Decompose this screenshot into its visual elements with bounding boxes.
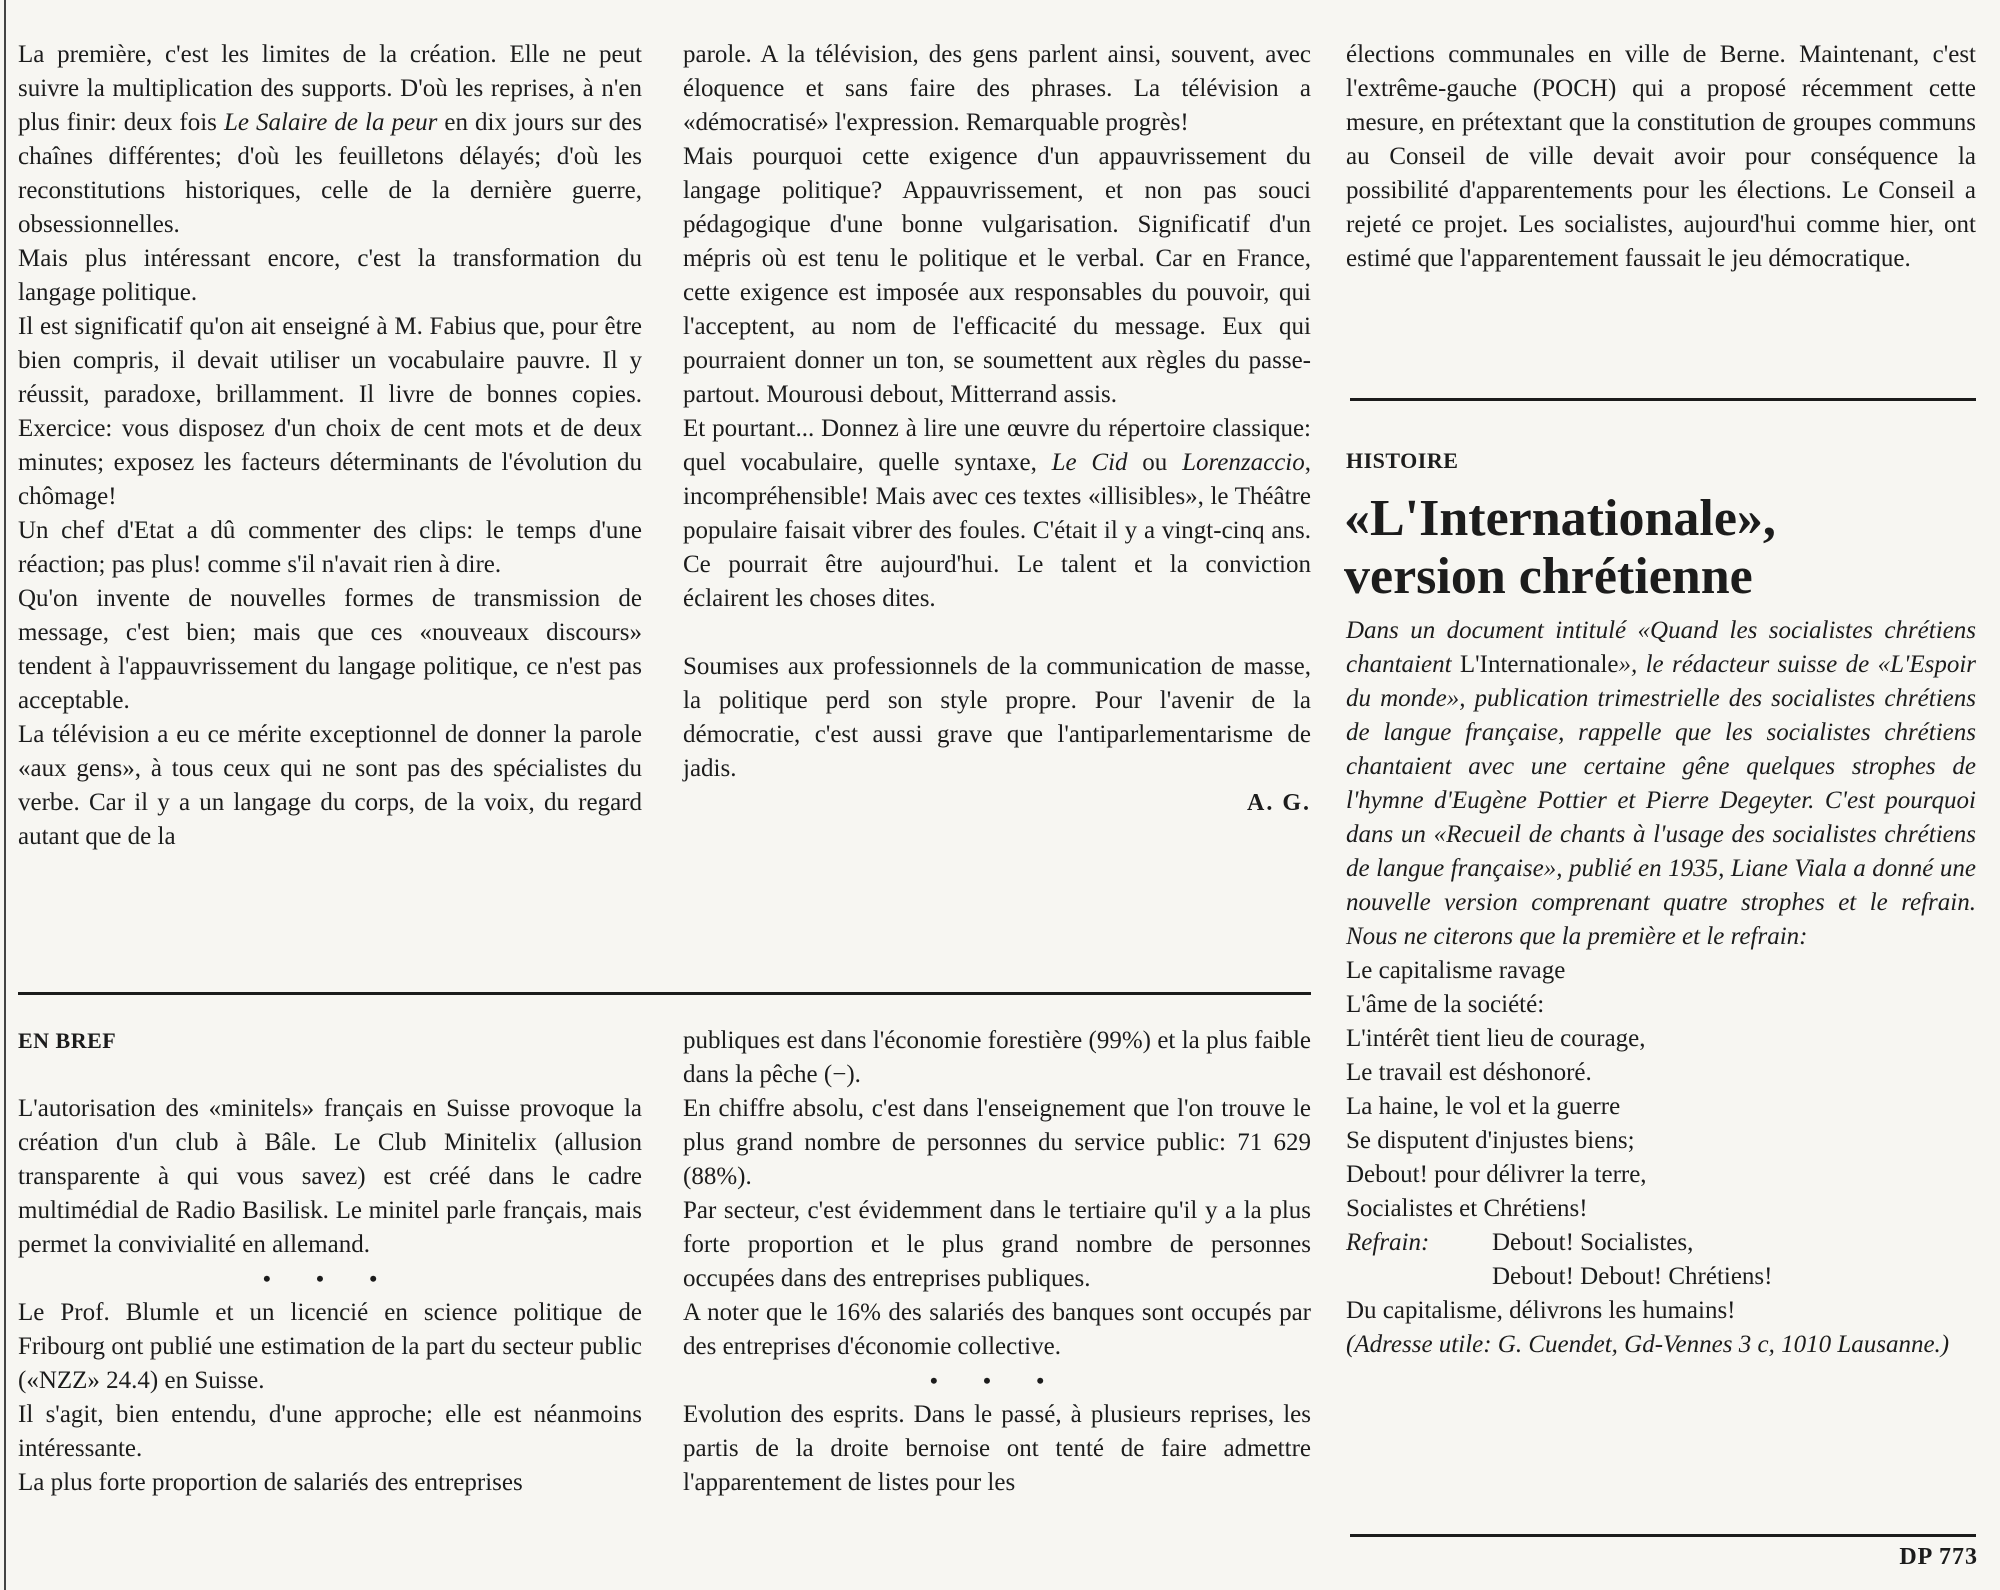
refrain-line-2: Debout! Debout! Chrétiens! (1492, 1263, 1773, 1290)
col2-paragraph-1: parole. A la télévision, des gens parlent ainsi, souvent, avec éloquence et sans faire des phrases. La télévision a «démocratisé» l'expression. Remarquable progrès! (683, 41, 1311, 136)
verse-line: L'intérêt tient lieu de courage, (1346, 1025, 1646, 1052)
verse-line: Le capitalisme ravage (1346, 957, 1566, 984)
refrain-line-1: Debout! Socialistes, (1492, 1229, 1694, 1256)
en-bref-col2-paragraph-3: Par secteur, c'est évidemment dans le tertiaire qu'il y a la plus forte proportion et le plus grand nombre de personnes occupées dans des entreprises publiques. (683, 1197, 1311, 1292)
column-2 (683, 38, 1311, 820)
verse-line: Socialistes et Chrétiens! (1346, 1195, 1588, 1222)
col1-paragraph-4: Un chef d'Etat a dû commenter des clips: le temps d'une réaction; pas plus! comme s'il n'avait rien à dire. (18, 517, 642, 578)
page-number: DP 773 (1899, 1544, 1978, 1570)
histoire-bottom-divider (1350, 1534, 1976, 1537)
histoire-intro: Dans un document intitulé «Quand les socialistes chrétiens chantaient L'Internationale», le rédacteur suisse de «L'Espoir du monde», publication trimestrielle des socialistes chrétiens de langue française, rappelle que les socialistes chrétiens chantaient avec une certaine gêne quelques strophes de l'hymne d'Eugène Pottier et Pierre Degeyter. C'est pourquoi dans un «Recueil de chants à l'usage des socialistes chrétiens de langue française», publié en 1935, Liane Viala a donné une nouvelle version comprenant quatre strophes et le refrain. Nous ne citerons que la première et le refrain: (1346, 617, 1976, 950)
refrain (1346, 1226, 1976, 1260)
verse-line: L'âme de la société: (1346, 991, 1545, 1018)
verse-line: La haine, le vol et la guerre (1346, 1093, 1621, 1120)
col3-paragraph-1: élections communales en ville de Berne. Maintenant, c'est l'extrême-gauche (POCH) qui a proposé récemment cette mesure, en prétextant que la constitution de groupes communs au Conseil de ville devait avoir pour conséquence la possibilité d'apparentements pour les élections. Le Conseil a rejeté ce projet. Les socialistes, aujourd'hui comme hier, ont estimé que l'apparentement faussait le jeu démocratique. (1346, 41, 1976, 272)
col1-paragraph-1: La première, c'est les limites de la création. Elle ne peut suivre la multiplication des supports. D'où les reprises, à n'en plus finir: deux fois Le Salaire de la peur en dix jours sur des chaînes différentes; d'où les feuilletons délayés; d'où les reconstitutions historiques, celle de la dernière guerre, obsessionnelles. (18, 41, 643, 238)
histoire-headline (1344, 490, 1984, 606)
en-bref-column-1 (18, 1024, 642, 1500)
headline-line-2: version chrétienne (1344, 548, 1753, 605)
col1-paragraph-5: Qu'on invente de nouvelles formes de transmission de message, c'est bien; mais que ces «nouveaux discours» tendent à l'appauvrissement du langage politique, ce n'est pas acceptable. (18, 585, 642, 714)
headline-line-1: «L'Internationale», (1344, 490, 1776, 547)
column-3-top (1346, 38, 1976, 276)
en-bref-paragraph-4: La plus forte proportion de salariés des entreprises (18, 1469, 523, 1496)
refrain-label: Refrain: (1346, 1229, 1430, 1256)
col1-paragraph-3: Il est significatif qu'on ait enseigné à M. Fabius que, pour être bien compris, il devait utiliser un vocabulaire pauvre. Il y réussit, paradoxe, brillamment. Il livre de bonnes copies. Exercice: vous disposez d'un choix de cent mots et de deux minutes; exposez les facteurs déterminants de l'évolution du chômage! (18, 313, 642, 510)
col2-paragraph-3: Et pourtant... Donnez à lire une œuvre du répertoire classique: quel vocabulaire, quelle syntaxe, Le Cid ou Lorenzaccio, incompréhensible! Mais avec ces textes «illisibles», le Théâtre populaire faisait vibrer des foules. C'était il y a vingt-cinq ans. Ce pourrait être aujourd'hui. Le talent et la conviction éclairent les choses dites. (683, 415, 1311, 612)
col1-paragraph-2: Mais plus intéressant encore, c'est la transformation du langage politique. (18, 245, 642, 306)
en-bref-paragraph-2: Le Prof. Blumle et un licencié en science politique de Fribourg ont publié une estimation de la part du secteur public («NZZ» 24.4) en Suisse. (18, 1299, 642, 1394)
en-bref-col2-paragraph-4: A noter que le 16% des salariés des banques sont occupés par des entreprises d'économie collective. (683, 1299, 1311, 1360)
histoire-section-label: HISTOIRE (1346, 448, 1459, 473)
col2-paragraph-2: Mais pourquoi cette exigence d'un appauvrissement du langage politique? Appauvrissement, et non pas souci pédagogique d'une bonne vulgarisation. Significatif d'un mépris où est tenu le politique et le verbal. Car en France, cette exigence est imposée aux responsables du pouvoir, qui l'acceptent, au nom de l'efficacité du message. Eux qui pourraient donner un ton, se soumettent aux règles du passe-partout. Mourousi debout, Mitterrand assis. (683, 143, 1311, 408)
final-line: Du capitalisme, délivrons les humains! (1346, 1297, 1736, 1324)
histoire-top-divider (1350, 398, 1976, 401)
verse-line: Le travail est déshonoré. (1346, 1059, 1592, 1086)
verse-line: Debout! pour délivrer la terre, (1346, 1161, 1647, 1188)
col1-paragraph-6: La télévision a eu ce mérite exceptionnel de donner la parole «aux gens», à tous ceux qui ne sont pas des spécialistes du verbe. Car il y a un langage du corps, de la voix, du regard autant que de la (18, 721, 642, 850)
en-bref-col2-paragraph-5: Evolution des esprits. Dans le passé, à plusieurs reprises, les partis de la droite bernoise ont tenté de faire admettre l'apparentement de listes pour les (683, 1401, 1311, 1496)
en-bref-heading: EN BREF (18, 1028, 117, 1053)
dots-separator: • • • (929, 1368, 1065, 1393)
column-1 (18, 38, 642, 854)
en-bref-col2-paragraph-1: publiques est dans l'économie forestière (99%) et la plus faible dans la pêche (−). (683, 1027, 1311, 1088)
col2-paragraph-4: Soumises aux professionnels de la communication de masse, la politique perd son style propre. Pour l'avenir de la démocratie, c'est aussi grave que l'antiparlementarisme de jadis. (683, 653, 1311, 782)
author-signature: A. G. (1247, 790, 1311, 816)
en-bref-column-2 (683, 1024, 1311, 1500)
dots-separator: • • • (262, 1266, 398, 1291)
left-margin-rule (4, 0, 6, 1590)
address-note: (Adresse utile: G. Cuendet, Gd-Vennes 3 c, 1010 Lausanne.) (1346, 1331, 1950, 1358)
en-bref-paragraph-3: Il s'agit, bien entendu, d'une approche; elle est néanmoins intéressante. (18, 1401, 642, 1462)
histoire-body (1346, 614, 1976, 1362)
section-divider (18, 992, 1311, 995)
en-bref-paragraph-1: L'autorisation des «minitels» français en Suisse provoque la création d'un club à Bâle. Le Club Minitelix (allusion transparente à qui vous savez) est créé dans le cadre multimédial de Radio Basilisk. Le minitel parle français, mais permet la convivialité en allemand. (18, 1095, 642, 1258)
en-bref-col2-paragraph-2: En chiffre absolu, c'est dans l'enseignement que l'on trouve le plus grand nombre de personnes du service public: 71 629 (88%). (683, 1095, 1311, 1190)
verse-line: Se disputent d'injustes biens; (1346, 1127, 1635, 1154)
